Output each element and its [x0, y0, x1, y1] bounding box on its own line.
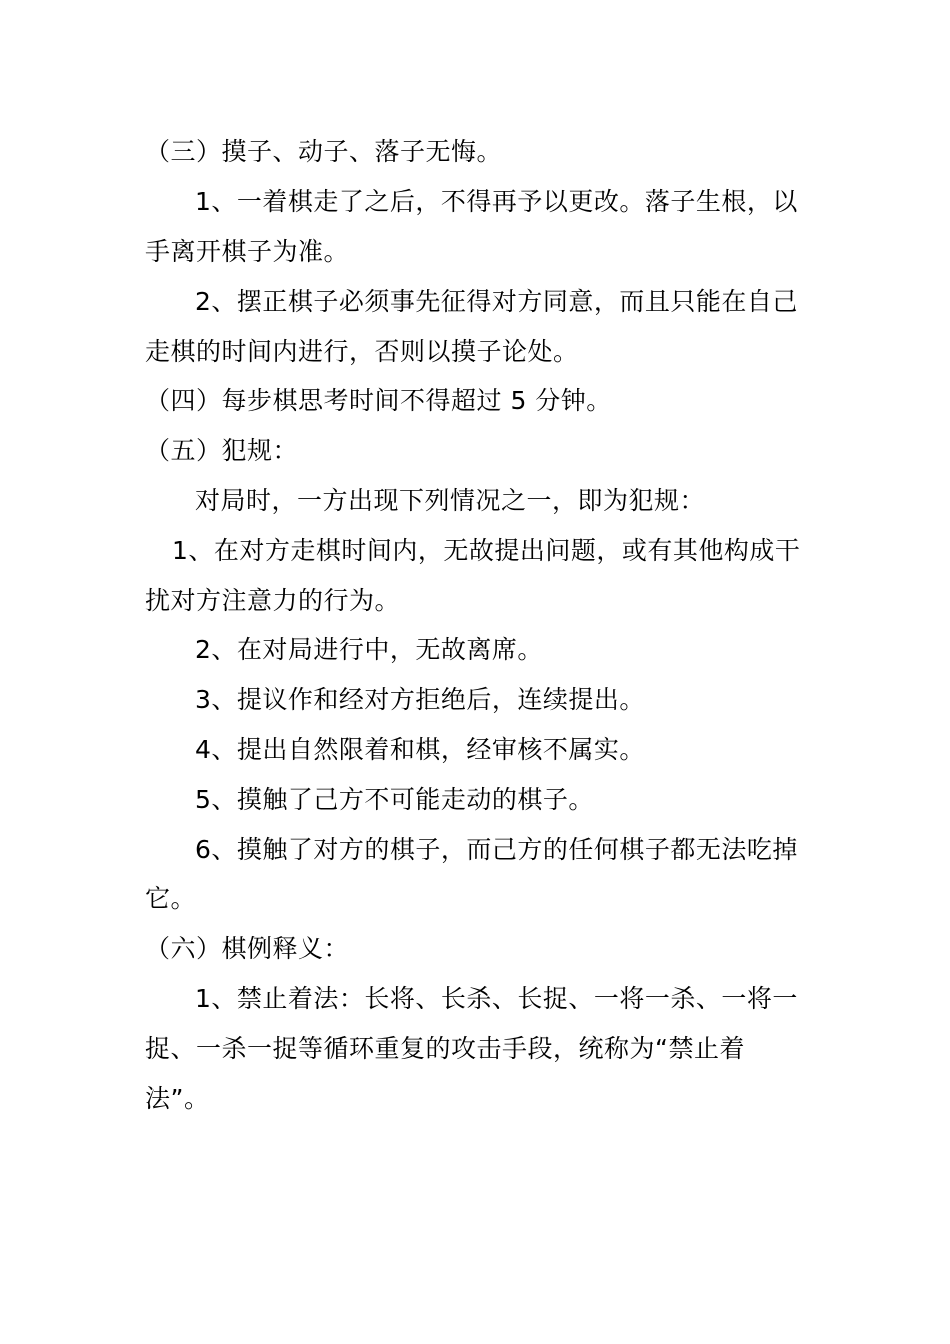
paragraph-line: 3、提议作和经对方拒绝后，连续提出。 — [195, 685, 645, 714]
paragraph-line: 法”。 — [145, 1084, 210, 1113]
paragraph-line: 2、摆正棋子必须事先征得对方同意，而且只能在自己 — [195, 287, 798, 316]
paragraph-line: 对局时，一方出现下列情况之一，即为犯规： — [195, 486, 706, 515]
paragraph-line: 手离开棋子为准。 — [145, 237, 350, 266]
paragraph-line: 捉、一杀一捉等循环重复的攻击手段，统称为“禁止着 — [145, 1034, 745, 1063]
paragraph-line: 5、摸触了己方不可能走动的棋子。 — [195, 785, 594, 814]
section-heading-four: （四）每步棋思考时间不得超过 5 分钟。 — [145, 386, 612, 415]
section-heading-five: （五）犯规： — [145, 436, 299, 465]
paragraph-line: 4、提出自然限着和棋，经审核不属实。 — [195, 735, 645, 764]
section-heading-six: （六）棋例释义： — [145, 934, 350, 963]
paragraph-line: 它。 — [145, 884, 197, 913]
paragraph-line: 扰对方注意力的行为。 — [145, 586, 401, 615]
paragraph-line: 1、禁止着法：长将、长杀、长捉、一将一杀、一将一 — [195, 984, 798, 1013]
paragraph-line: 2、在对局进行中，无故离席。 — [195, 635, 543, 664]
paragraph-line: 1、一着棋走了之后，不得再予以更改。落子生根，以 — [195, 187, 798, 216]
paragraph-line: 走棋的时间内进行，否则以摸子论处。 — [145, 337, 579, 366]
section-heading-three: （三）摸子、动子、落子无悔。 — [145, 137, 503, 166]
paragraph-line: 6、摸触了对方的棋子，而己方的任何棋子都无法吃掉 — [195, 835, 798, 864]
paragraph-line: 1、在对方走棋时间内，无故提出问题，或有其他构成干 — [172, 536, 801, 565]
